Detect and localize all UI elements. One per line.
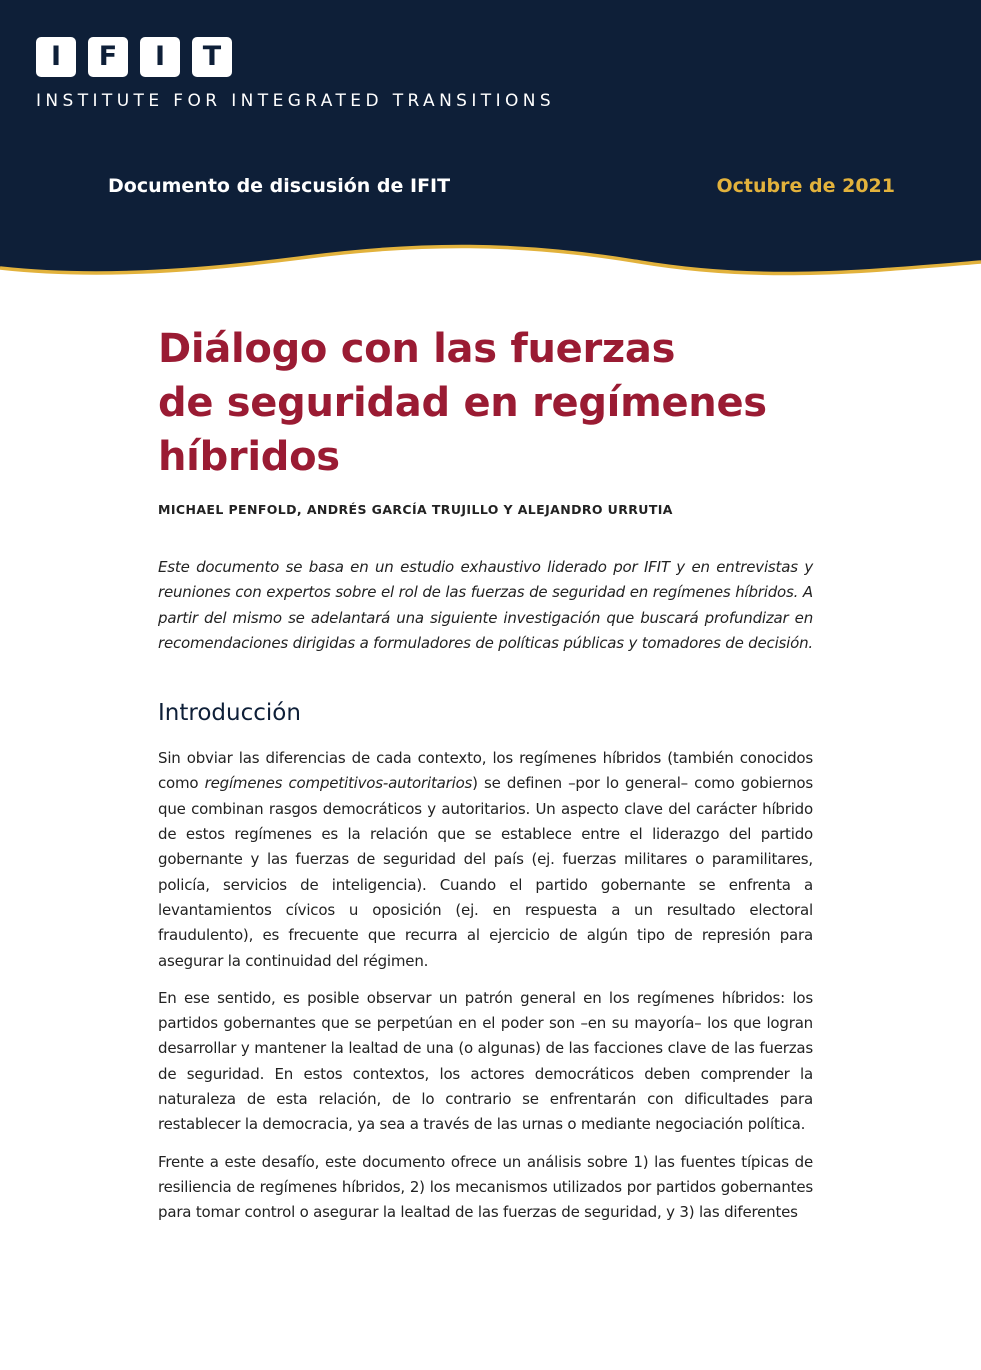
main-content — [158, 322, 813, 1226]
intro-paragraph-1-part-b: ) se definen –por lo general– como gobiernos que combinan rasgos democráticos y autoritarios. Un aspecto clave del carácter híbrido de estos regímenes es la relación que se establece entre el liderazgo del partido gobernante y las fuerzas de seguridad del país (ej. fuerzas militares o paramilitares, policía, servicios de inteligencia). Cuando el partido gobernante se enfrenta a levantamientos cívicos u oposición (ej. en respuesta a un resultado electoral fraudulento), es frecuente que recurra al ejercicio de algún tipo de represión para asegurar la continuidad del régimen. — [158, 774, 813, 970]
title-line-1: Diálogo con las fuerzas — [158, 326, 676, 372]
authors-line: MICHAEL PENFOLD, ANDRÉS GARCÍA TRUJILLO Y ALEJANDRO URRUTIA — [158, 502, 673, 517]
logo-letter-f: F — [88, 37, 128, 77]
intro-paragraph-1 — [158, 746, 813, 974]
document-type-label: Documento de discusión de IFIT — [108, 175, 451, 197]
logo-letter-t: T — [192, 37, 232, 77]
document-title — [158, 322, 813, 484]
header-banner — [0, 0, 981, 290]
logo-letter-i-2: I — [140, 37, 180, 77]
logo-letter-i-1: I — [36, 37, 76, 77]
intro-paragraph-2: En ese sentido, es posible observar un patrón general en los regímenes híbridos: los partidos gobernantes que se perpetúan en el poder son –en su mayoría– los que logran desarrollar y mantener la lealtad de una (o algunas) de las facciones clave de las fuerzas de seguridad. En estos contextos, los actores democráticos deben comprender la naturaleza de esta relación, de lo contrario se enfrentarán con dificultades para restablecer la democracia, ya sea a través de las urnas o mediante negociación política. — [158, 988, 813, 1134]
document-date: Octubre de 2021 — [716, 175, 895, 197]
intro-paragraph-3: Frente a este desafío, este documento ofrece un análisis sobre 1) las fuentes típicas de resiliencia de regímenes híbridos, 2) los mecanismos utilizados por partidos gobernantes para tomar control o asegurar la lealtad de las fuerzas de seguridad, y 3) las diferentes — [158, 1152, 813, 1222]
section-heading-introduction: Introducción — [158, 700, 301, 727]
intro-paragraph-1-emphasis: regímenes competitivos-autoritarios — [204, 774, 473, 793]
title-line-3: híbridos — [158, 434, 340, 480]
title-line-2: de seguridad en regímenes — [158, 380, 767, 426]
abstract-paragraph: Este documento se basa en un estudio exhaustivo liderado por IFIT y en entrevistas y reuniones con expertos sobre el rol de las fuerzas de seguridad en regímenes híbridos. A partir del mismo se adelantará una siguiente investigación que buscará profundizar en recomendaciones dirigidas a formuladores de políticas públicas y tomadores de decisión. — [158, 558, 813, 652]
intro-paragraph-1-part-a: Sin obviar las diferencias de cada contexto, los regímenes híbridos (también conocidos como — [158, 749, 813, 793]
institute-name: INSTITUTE FOR INTEGRATED TRANSITIONS — [36, 91, 556, 111]
ifit-logo — [36, 37, 232, 77]
